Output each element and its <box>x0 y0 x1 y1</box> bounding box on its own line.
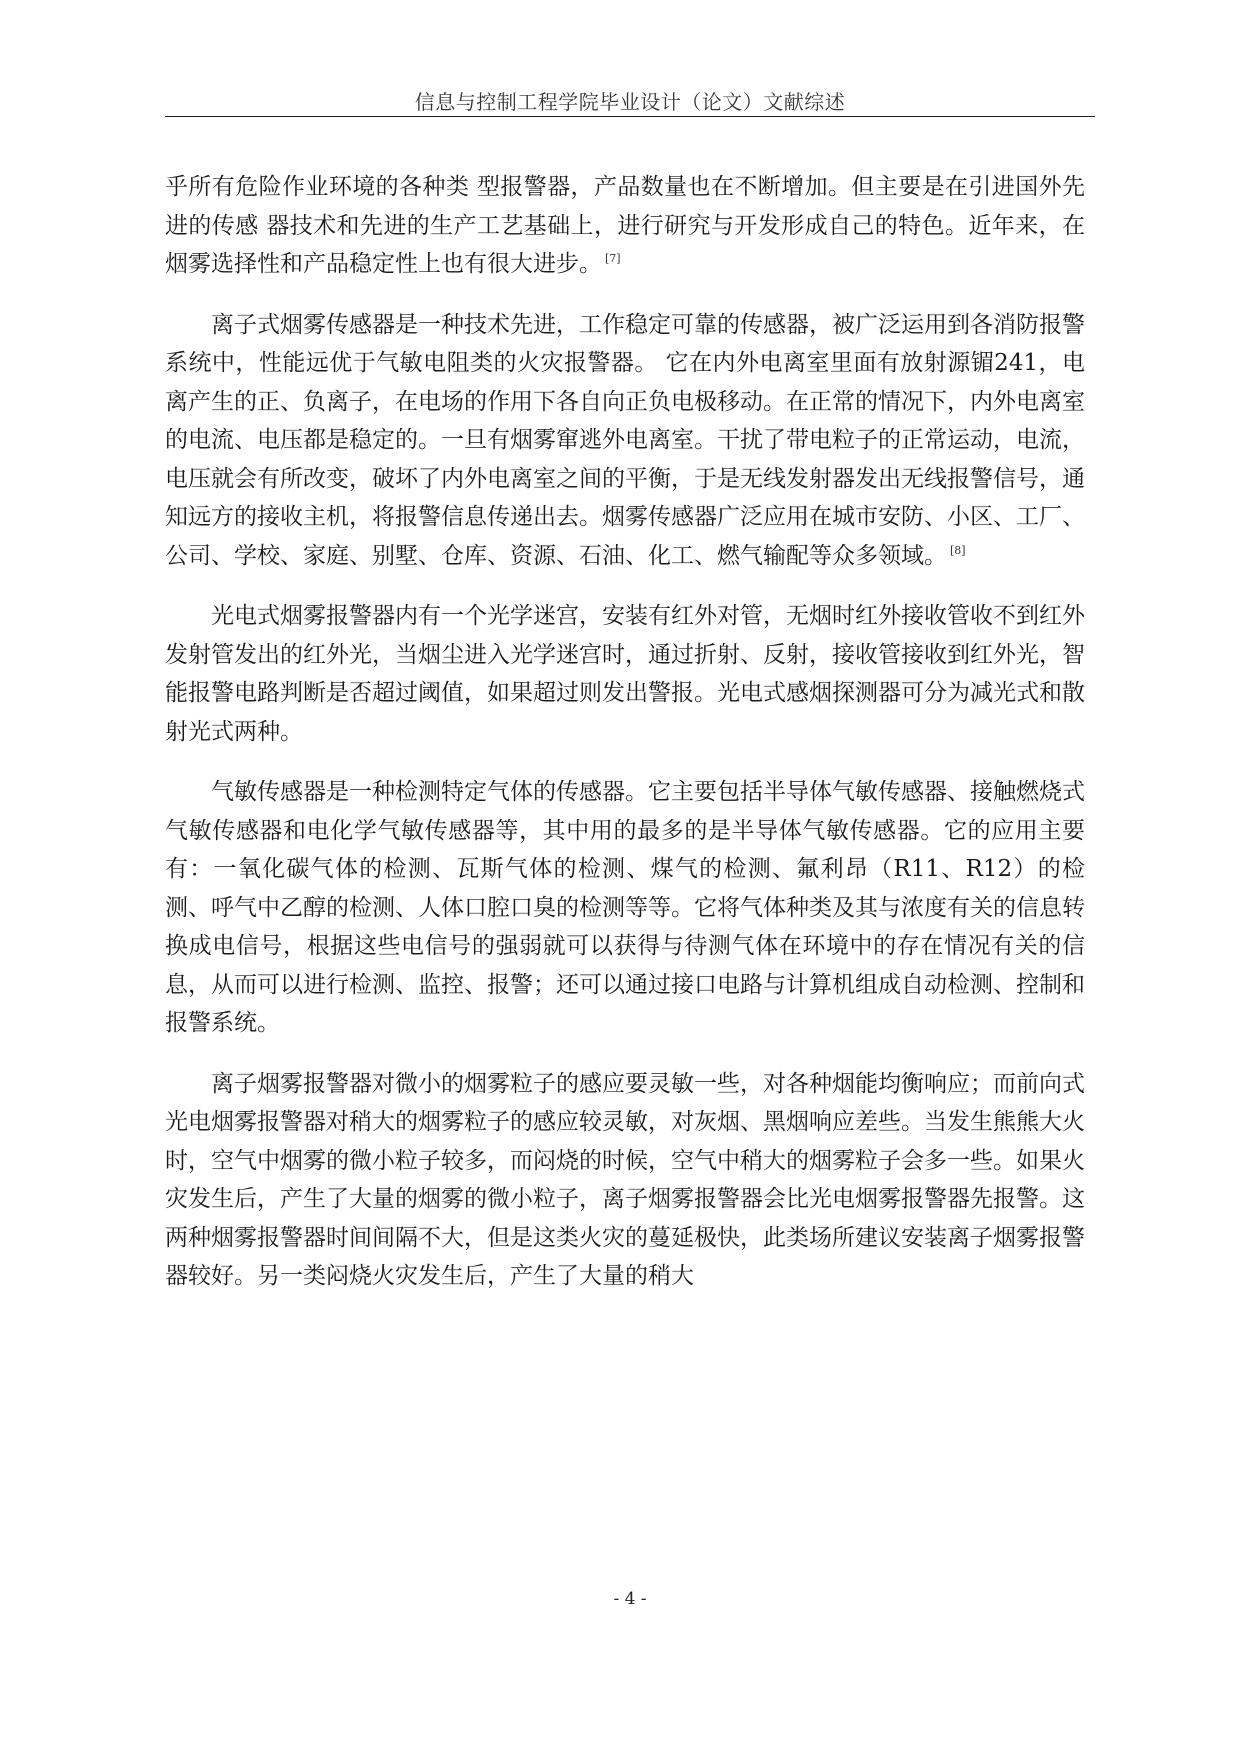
running-header: 信息与控制工程学院毕业设计（论文）文献综述 <box>414 90 846 114</box>
paragraph-2-text: 离子式烟雾传感器是一种技术先进，工作稳定可靠的传感器，被广泛运用到各消防报警系统中，性能远优于气敏电阻类的火灾报警器。 它在内外电离室里面有放射源镅241，电离产生的正、负离子，在电场的作用下各自向正负电极移动。在正常的情况下，内外电离室的电流、电压都是稳定的。一旦有烟雾窜逃外电离室。干扰了带电粒子的正常运动，电流，电压就会有所改变，破坏了内外电离室之间的平衡，于是无线发射器发出无线报警信号，通知远方的接收主机，将报警信息传递出去。烟雾传感器广泛应用在城市安防、小区、工厂、公司、学校、家庭、别墅、仓库、资源、石油、化工、燃气输配等众多领域。 <box>165 311 1085 569</box>
paragraph-5-text: 离子烟雾报警器对微小的烟雾粒子的感应要灵敏一些，对各种烟能均衡响应；而前向式光电烟雾报警器对稍大的烟雾粒子的感应较灵敏，对灰烟、黑烟响应差些。当发生熊熊大火时，空气中烟雾的微小粒子较多，而闷烧的时候，空气中稍大的烟雾粒子会多一些。如果火灾发生后，产生了大量的烟雾的微小粒子，离子烟雾报警器会比光电烟雾报警器先报警。这两种烟雾报警器时间间隔不大，但是这类火灾的蔓延极快，此类场所建议安装离子烟雾报警器较好。另一类闷烧火灾发生后，产生了大量的稍大 <box>165 1070 1085 1289</box>
citation-7: [7] <box>605 252 621 266</box>
header-rule <box>165 116 1095 117</box>
paragraph-3-text: 光电式烟雾报警器内有一个光学迷宫，安装有红外对管，无烟时红外接收管收不到红外发射管发出的红外光，当烟尘进入光学迷宫时，通过折射、反射，接收管接收到红外光，智能报警电路判断是否超过阈值，如果超过则发出警报。光电式感烟探测器可分为减光式和散射光式两种。 <box>165 603 1085 745</box>
paragraph-5 <box>165 1065 1085 1296</box>
paragraph-1-text: 乎所有危险作业环境的各种类 型报警器，产品数量也在不断增加。但主要是在引进国外先进的传感 器技术和先进的生产工艺基础上，进行研究与开发形成自己的特色。近年来，在烟雾选择性和产品稳定性上也有很大进步。 <box>165 174 1085 277</box>
paragraph-1 <box>165 168 1085 284</box>
citation-8: [8] <box>950 543 966 557</box>
document-body <box>165 168 1085 1318</box>
paragraph-3 <box>165 597 1085 751</box>
paragraph-2 <box>165 306 1085 576</box>
page-number: - 4 - <box>613 1589 647 1609</box>
paragraph-4 <box>165 773 1085 1043</box>
paragraph-4-text: 气敏传感器是一种检测特定气体的传感器。它主要包括半导体气敏传感器、接触燃烧式气敏传感器和电化学气敏传感器等，其中用的最多的是半导体气敏传感器。它的应用主要有：一氧化碳气体的检测、瓦斯气体的检测、煤气的检测、氟利昂（R11、R12）的检测、呼气中乙醇的检测、人体口腔口臭的检测等等。它将气体种类及其与浓度有关的信息转换成电信号，根据这些电信号的强弱就可以获得与待测气体在环境中的存在情况有关的信息，从而可以进行检测、监控、报警；还可以通过接口电路与计算机组成自动检测、控制和报警系统。 <box>165 779 1085 1036</box>
